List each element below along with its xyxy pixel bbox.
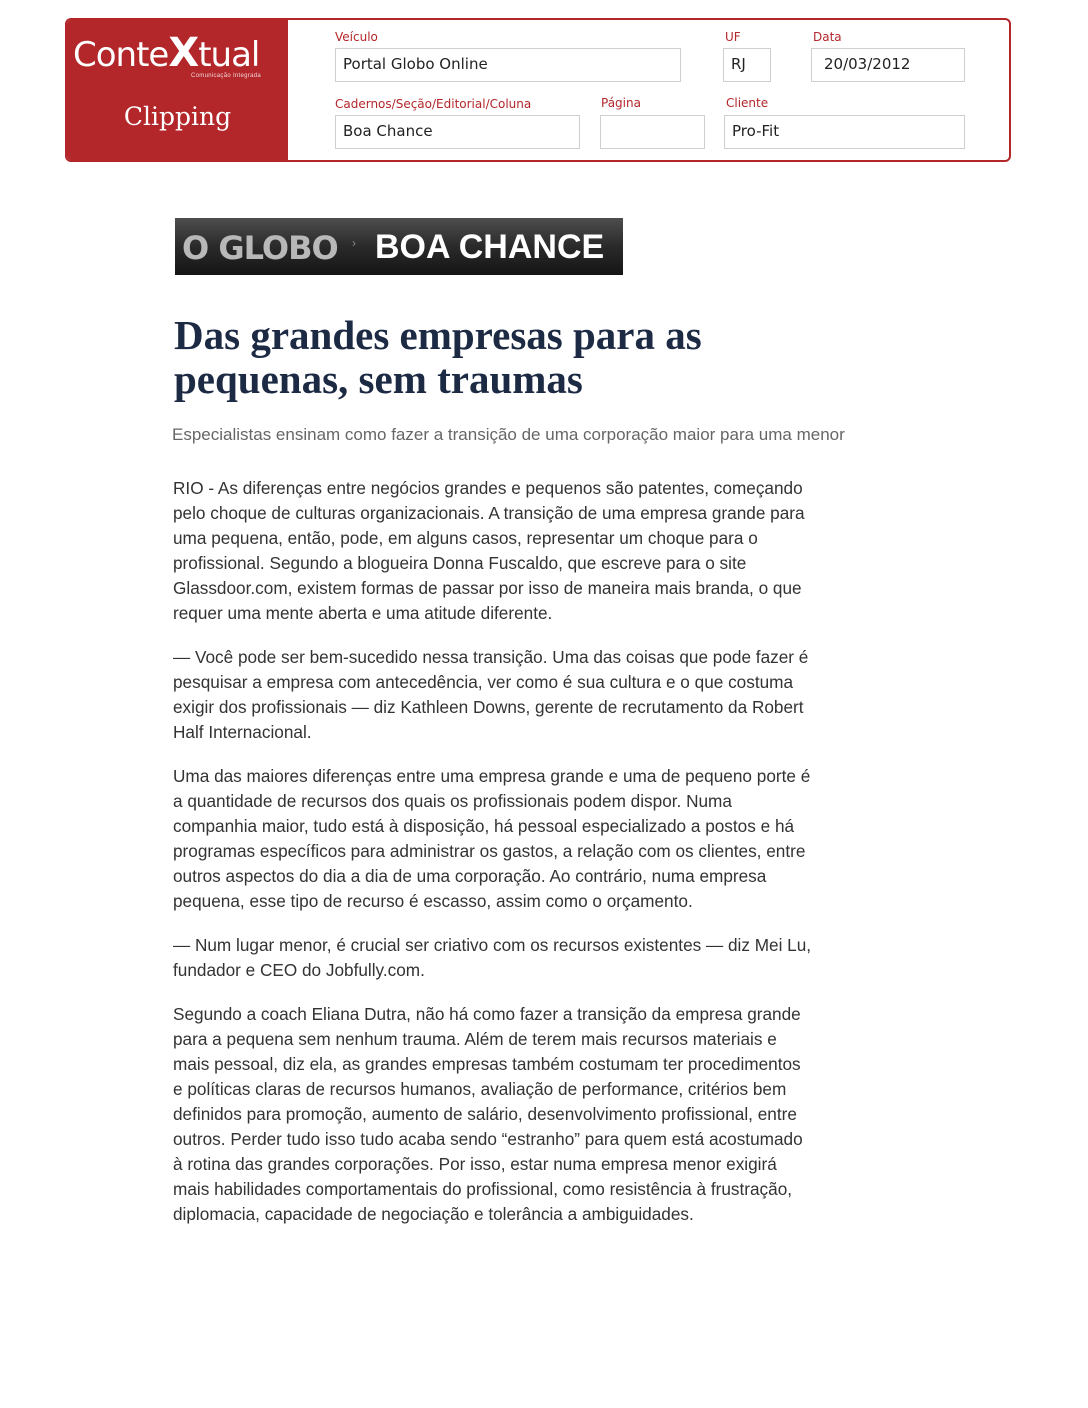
logo-tagline: Comunicação Integrada <box>191 73 262 79</box>
article-subtitle: Especialistas ensinam como fazer a transição de uma corporação maior para uma menor <box>172 425 845 444</box>
caderno-field: Boa Chance <box>335 115 580 149</box>
pagina-field <box>600 115 705 149</box>
article-body <box>173 476 813 1246</box>
clipping-header <box>65 18 1011 162</box>
publication-banner <box>175 218 623 275</box>
publication-separator: › <box>352 236 356 250</box>
article-paragraph: Segundo a coach Eliana Dutra, não há como fazer a transição da empresa grande para a pequena sem nenhum trauma. Além de terem mais recursos materiais e mais pessoal, diz ela, as grandes empresas também costumam ter procedimentos e políticas claras de recursos humanos, avaliação de performance, critérios bem definidos para promoção, aumento de salário, desenvolvimento profissional, entre outros. Perder tudo isso tudo acaba sendo “estranho” para quem está acostumado à rotina das grandes corporações. Por isso, estar numa empresa menor exigirá mais habilidades comportamentais do profissional, como resistência à frustração, diplomacia, capacidade de negociação e tolerância a ambiguidades. <box>173 1004 803 1224</box>
publication-section: BOA CHANCE <box>375 228 605 266</box>
publication-name: O GLOBO <box>182 229 338 267</box>
logo-suffix: tual <box>198 35 260 75</box>
logo-prefix: Conte <box>73 35 169 75</box>
veiculo-field: Portal Globo Online <box>335 48 681 82</box>
article-headline: Das grandes empresas para as pequenas, sem traumas <box>174 312 702 402</box>
veiculo-label: Veículo <box>335 30 378 44</box>
uf-label: UF <box>725 30 741 44</box>
article-paragraph: RIO - As diferenças entre negócios grandes e pequenos são patentes, começando pelo choque de culturas organizacionais. A transição de uma empresa grande para uma pequena, então, pode, em alguns casos, representar um choque para o profissional. Segundo a blogueira Donna Fuscaldo, que escreve para o site Glassdoor.com, existem formas de passar por isso de maneira mais branda, o que requer uma mente aberta e uma atitude diferente. <box>173 478 805 623</box>
article-paragraph: Uma das maiores diferenças entre uma empresa grande e uma de pequeno porte é a quantidade de recursos dos quais os profissionais podem dispor. Numa companhia maior, tudo está à disposição, há pessoal especializado a postos e há programas específicos para administrar os gastos, a relação com os clientes, entre outros aspectos do dia a dia de uma corporação. Ao contrário, numa empresa pequena, esse tipo de recurso é escasso, assim como o orçamento. <box>173 766 811 911</box>
clipping-title: Clipping <box>123 102 232 131</box>
cliente-label: Cliente <box>726 96 769 110</box>
contextual-logo <box>73 30 259 76</box>
caderno-label: Cadernos/Seção/Editorial/Coluna <box>335 97 532 111</box>
article-paragraph: — Num lugar menor, é crucial ser criativo com os recursos existentes — diz Mei Lu, fundador e CEO do Jobfully.com. <box>173 935 812 980</box>
data-field: 20/03/2012 <box>811 48 965 82</box>
pagina-label: Página <box>601 96 641 110</box>
cliente-field: Pro-Fit <box>724 115 965 149</box>
article-paragraph: — Você pode ser bem-sucedido nessa transição. Uma das coisas que pode fazer é pesquisar a empresa com antecedência, ver como é sua cultura e o que costuma exigir dos profissionais — diz Kathleen Downs, gerente de recrutamento da Robert Half Internacional. <box>173 647 809 742</box>
brand-panel <box>67 20 288 160</box>
uf-field: RJ <box>723 48 771 82</box>
data-label: Data <box>813 30 842 44</box>
logo-x: X <box>168 30 199 76</box>
